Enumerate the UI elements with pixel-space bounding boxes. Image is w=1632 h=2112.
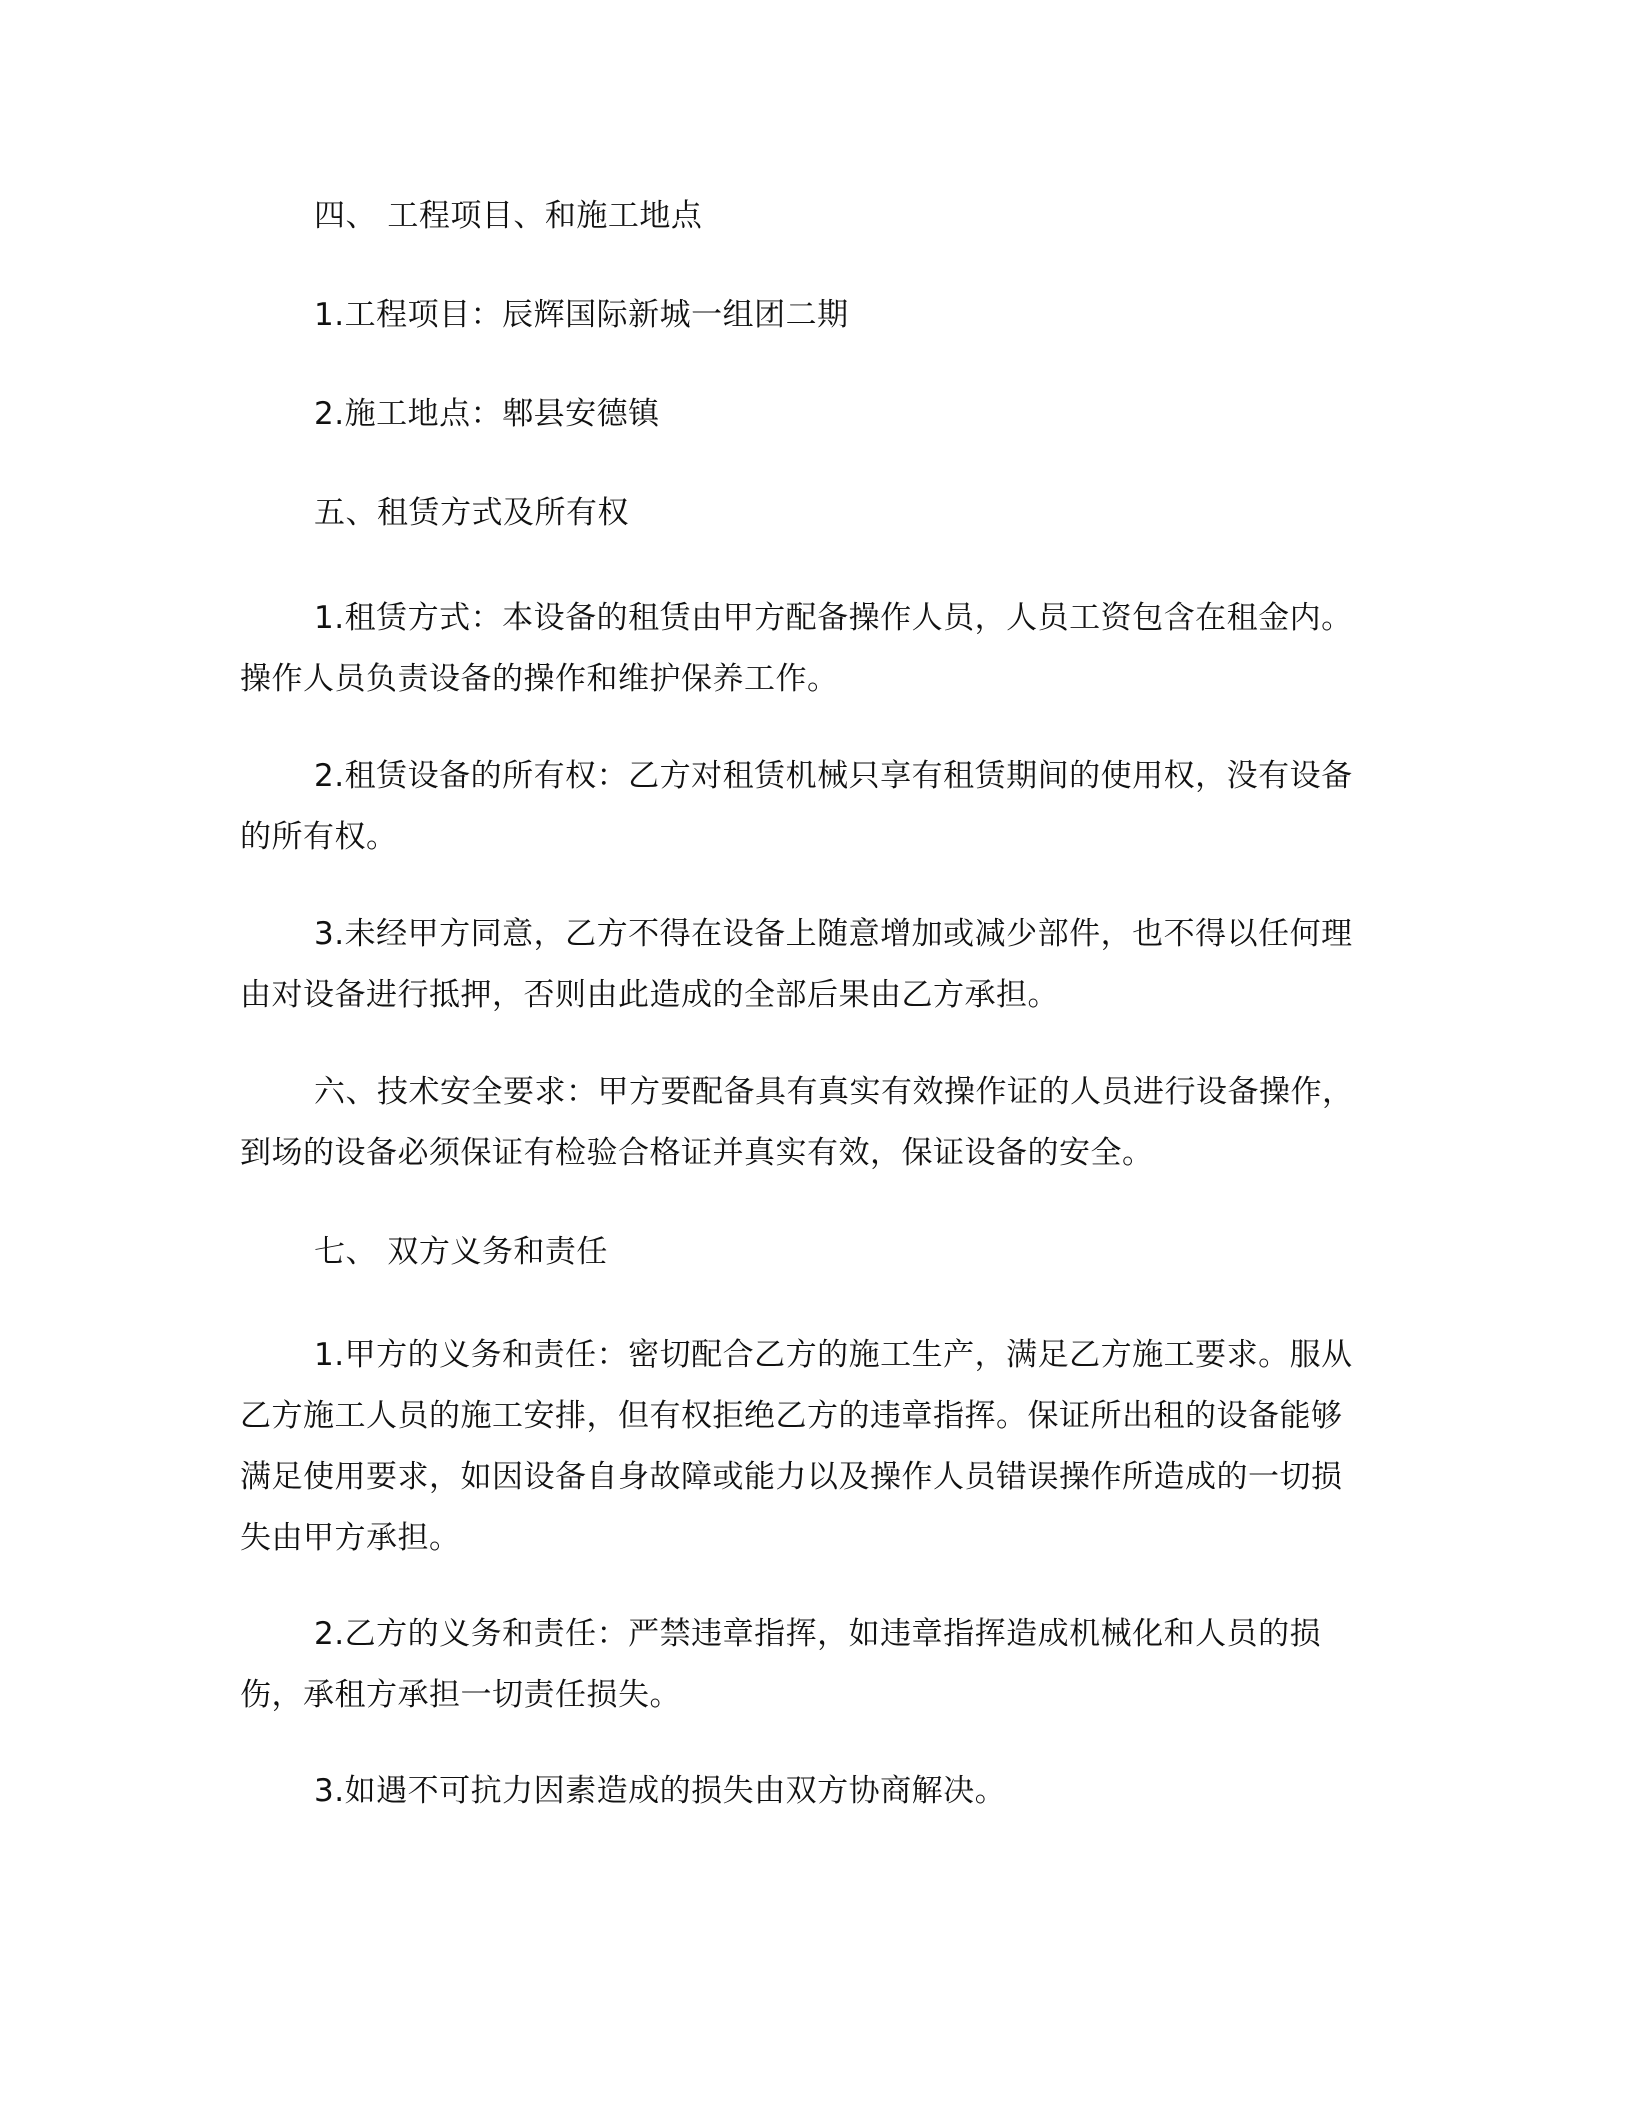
section-heading-5: 五、租赁方式及所有权	[314, 495, 629, 531]
paragraph-force-majeure: 3.如遇不可抗力因素造成的损失由双方协商解决。	[314, 1773, 1007, 1809]
paragraph-location: 2.施工地点：郫县安德镇	[314, 396, 660, 432]
paragraph-project: 1.工程项目：辰辉国际新城一组团二期	[314, 297, 849, 333]
paragraph-party-a-duties: 1.甲方的义务和责任：密切配合乙方的施工生产，满足乙方施工要求。服从乙方施工人员的施工安排，但有权拒绝乙方的违章指挥。保证所出租的设备能够满足使用要求，如因设备自身故障或能力以及操作人员错误操作所造成的一切损失由甲方承担。	[240, 1337, 1353, 1556]
paragraph-no-modification: 3.未经甲方同意，乙方不得在设备上随意增加或减少部件，也不得以任何理由对设备进行抵押，否则由此造成的全部后果由乙方承担。	[240, 916, 1353, 1013]
section-heading-4: 四、 工程项目、和施工地点	[314, 198, 703, 234]
paragraph-lease-method: 1.租赁方式：本设备的租赁由甲方配备操作人员，人员工资包含在租金内。操作人员负责设备的操作和维护保养工作。	[240, 600, 1353, 697]
section-heading-7: 七、 双方义务和责任	[314, 1234, 608, 1270]
paragraph-party-b-duties: 2.乙方的义务和责任：严禁违章指挥，如违章指挥造成机械化和人员的损伤，承租方承担一切责任损失。	[240, 1616, 1322, 1713]
section-heading-6: 六、技术安全要求：甲方要配备具有真实有效操作证的人员进行设备操作，到场的设备必须保证有检验合格证并真实有效，保证设备的安全。	[240, 1074, 1354, 1171]
paragraph-ownership: 2.租赁设备的所有权：乙方对租赁机械只享有租赁期间的使用权，没有设备的所有权。	[240, 758, 1353, 855]
